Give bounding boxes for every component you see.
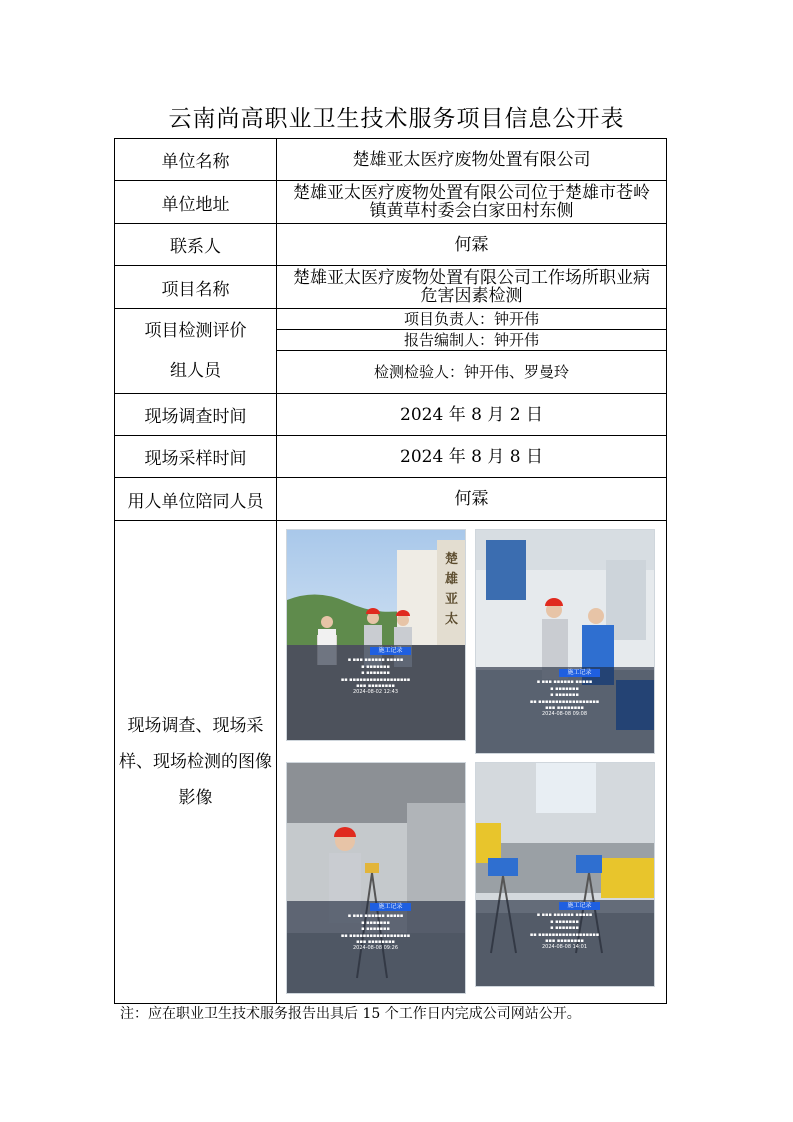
team-label [115, 309, 277, 394]
photo-1-record [287, 645, 465, 740]
survey-time-value: 2024 年 8 月 2 日 [277, 394, 667, 436]
photo-2-record-line: ▪ ▪▪▪▪▪▪▪ [550, 692, 579, 699]
accompany-label: 用人单位陪同人员 [115, 478, 277, 521]
photo-3-record-time: 2024-08-08 09:26 [352, 945, 399, 952]
accompany-value: 何霖 [277, 478, 667, 521]
photo-1-record-title: 施工记录 [370, 647, 410, 655]
row-team [115, 309, 667, 394]
row-accompany [115, 478, 667, 521]
photo-3-record-line: ▪▪ ▪▪▪▪▪▪▪▪▪▪▪▪▪▪▪▪▪▪ [340, 932, 411, 939]
photo-1-record-line: ▪ ▪▪▪▪▪▪▪ [361, 670, 390, 677]
unit-name-value: 楚雄亚太医疗废物处置有限公司 [277, 139, 667, 181]
photo-2-record [476, 667, 654, 753]
team-label-line2: 组人员 [170, 361, 221, 381]
project-name-label: 项目名称 [115, 266, 277, 309]
photo-4-record-line: ▪ ▪▪▪▪▪▪▪ [550, 925, 579, 932]
unit-address-label: 单位地址 [115, 181, 277, 224]
photo-3-record-title: 施工记录 [370, 903, 410, 911]
photo-3-record-line: ▪ ▪▪▪ ▪▪▪▪▪▪ ▪▪▪▪▪ [347, 913, 404, 920]
row-contact [115, 224, 667, 266]
contact-label: 联系人 [115, 224, 277, 266]
row-sampling-time [115, 436, 667, 478]
images-value [277, 521, 667, 1004]
page-title: 云南尚高职业卫生技术服务项目信息公开表 [168, 106, 625, 132]
photo-3 [286, 762, 466, 994]
photo-3-record [287, 901, 465, 993]
photo-1-record-time: 2024-08-02 12:43 [352, 689, 399, 696]
unit-name-label: 单位名称 [115, 139, 277, 181]
contact-value: 何霖 [277, 224, 667, 266]
survey-time-label: 现场调查时间 [115, 394, 277, 436]
photo-1-record-line: ▪▪▪ ▪▪▪▪▪▪▪▪ [356, 683, 395, 690]
team-editor: 报告编制人：钟开伟 [277, 330, 666, 351]
photo-3-record-line: ▪ ▪▪▪▪▪▪▪ [361, 919, 390, 926]
photo-2-record-title: 施工记录 [559, 669, 599, 677]
photo-2-record-line: ▪▪ ▪▪▪▪▪▪▪▪▪▪▪▪▪▪▪▪▪▪ [529, 698, 600, 705]
photo-4-record [476, 900, 654, 986]
info-table [114, 138, 667, 1004]
photo-4-record-time: 2024-08-08 14:01 [541, 944, 588, 951]
photo-2-record-time: 2024-08-08 09:08 [541, 711, 588, 718]
team-inspectors: 检测检验人：钟开伟、罗曼玲 [373, 363, 569, 381]
team-label-line1: 项目检测评价 [144, 321, 247, 341]
row-survey-time [115, 394, 667, 436]
row-unit-address [115, 181, 667, 224]
photo-2-record-line: ▪ ▪▪▪▪▪▪▪ [550, 685, 579, 692]
row-project-name [115, 266, 667, 309]
photo-4-record-line: ▪▪ ▪▪▪▪▪▪▪▪▪▪▪▪▪▪▪▪▪▪ [529, 931, 600, 938]
photo-4-record-line: ▪▪▪ ▪▪▪▪▪▪▪▪ [545, 938, 584, 945]
photo-2 [475, 529, 655, 754]
sampling-time-label: 现场采样时间 [115, 436, 277, 478]
images-label: 现场调查、现场采样、现场检测的图像影像 [115, 521, 277, 1004]
row-images [115, 521, 667, 1004]
photo-3-record-line: ▪▪▪ ▪▪▪▪▪▪▪▪ [356, 939, 395, 946]
team-value [277, 309, 667, 394]
photo-1-record-line: ▪ ▪▪▪▪▪▪▪ [361, 663, 390, 670]
photo-2-record-line: ▪▪▪ ▪▪▪▪▪▪▪▪ [545, 705, 584, 712]
photo-4-record-line: ▪ ▪▪▪ ▪▪▪▪▪▪ ▪▪▪▪▪ [536, 912, 593, 919]
photo-1-sign: 楚雄亚太 [444, 552, 458, 627]
photo-grid [284, 523, 660, 1001]
team-leader: 项目负责人：钟开伟 [277, 309, 666, 330]
photo-4 [475, 762, 655, 987]
footnote: 注：应在职业卫生技术服务报告出具后 15 个工作日内完成公司网站公开。 [120, 1006, 581, 1022]
row-unit-name [115, 139, 667, 181]
photo-4-record-title: 施工记录 [559, 902, 599, 910]
photo-2-record-line: ▪ ▪▪▪ ▪▪▪▪▪▪ ▪▪▪▪▪ [536, 679, 593, 686]
photo-1 [286, 529, 466, 741]
sampling-time-value: 2024 年 8 月 8 日 [277, 436, 667, 478]
photo-1-record-line: ▪▪ ▪▪▪▪▪▪▪▪▪▪▪▪▪▪▪▪▪▪ [340, 676, 411, 683]
photo-4-record-line: ▪ ▪▪▪▪▪▪▪ [550, 918, 579, 925]
project-name-value: 楚雄亚太医疗废物处置有限公司工作场所职业病危害因素检测 [277, 266, 667, 309]
unit-address-value: 楚雄亚太医疗废物处置有限公司位于楚雄市苍岭镇黄草村委会白家田村东侧 [277, 181, 667, 224]
photo-3-record-line: ▪ ▪▪▪▪▪▪▪ [361, 926, 390, 933]
photo-1-record-line: ▪ ▪▪▪ ▪▪▪▪▪▪ ▪▪▪▪▪ [347, 657, 404, 664]
